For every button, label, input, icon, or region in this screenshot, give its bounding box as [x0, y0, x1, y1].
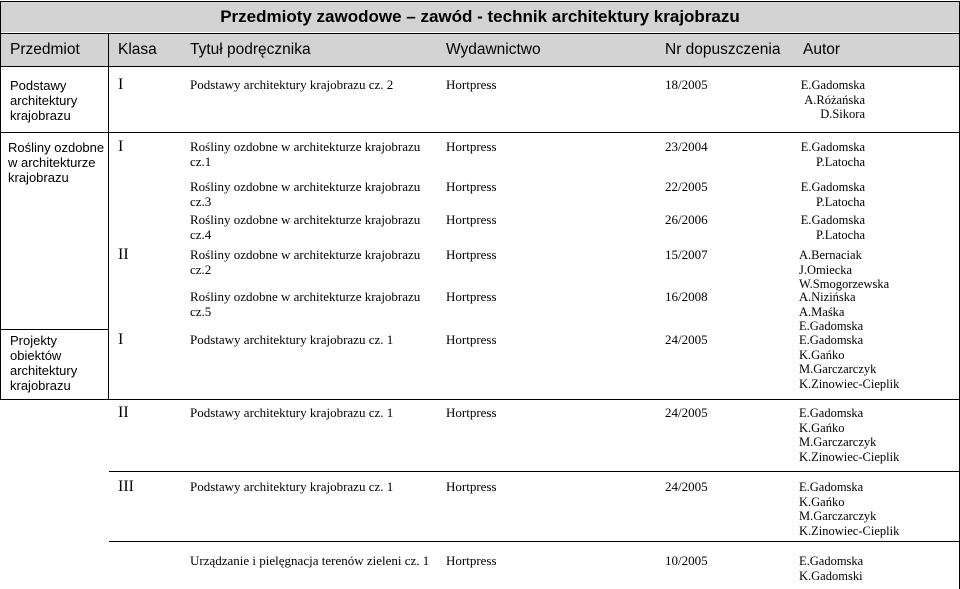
- rule: [0, 33, 960, 34]
- autor-cell: [799, 140, 865, 169]
- header-tytul: Tytuł podręcznika: [190, 41, 311, 58]
- rule: [0, 399, 960, 400]
- subject-line: architektury: [10, 363, 78, 378]
- subject-line: Rośliny ozdobne: [8, 140, 105, 155]
- rule: [109, 471, 960, 472]
- autor-line: K.Zinowiec-Cieplik: [799, 449, 900, 464]
- autor-line: K.Gańko: [799, 420, 845, 435]
- tytul-cell: Urządzanie i pielęgnacja terenów zieleni cz. 1: [190, 553, 430, 568]
- autor-line: A.Bernaciak: [799, 248, 862, 262]
- klasa-cell: III: [118, 478, 134, 495]
- wydawnictwo-cell: Hortpress: [446, 77, 497, 92]
- autor-line: E.Gadomska: [799, 480, 864, 494]
- tytul-cell: Podstawy architektury krajobrazu cz. 1: [190, 479, 394, 494]
- autor-line: D.Sikora: [820, 107, 865, 121]
- autor-line: E.Gadomska: [800, 78, 865, 92]
- subject-line: krajobrazu: [8, 170, 69, 185]
- wydawnictwo-cell: Hortpress: [446, 139, 497, 154]
- tytul-cell: [190, 140, 420, 169]
- klasa-cell: I: [118, 331, 124, 348]
- autor-line: A.Różańska: [804, 92, 865, 107]
- subject-line: w architekturze: [8, 155, 96, 170]
- autor-line: E.Gadomska: [800, 213, 865, 227]
- tytul-line: Rośliny ozdobne w architekturze krajobrazu: [190, 289, 421, 304]
- autor-line: E.Gadomska: [799, 319, 864, 333]
- tytul-line: cz.2: [190, 261, 212, 277]
- autor-line: K.Zinowiec-Cieplik: [799, 376, 900, 391]
- autor-line: E.Gadomska: [799, 333, 864, 347]
- tytul-line: Rośliny ozdobne w architekturze krajobrazu: [190, 139, 421, 154]
- subject-rosliny: [8, 140, 104, 185]
- autor-line: K.Gańko: [799, 494, 845, 509]
- tytul-line: cz.1: [190, 153, 212, 169]
- header-klasa: Klasa: [118, 41, 157, 58]
- subject-line: obiektów: [10, 348, 62, 363]
- tytul-cell: [190, 248, 420, 277]
- wydawnictwo-cell: Hortpress: [446, 479, 497, 494]
- rule: [0, 1, 960, 2]
- nr-cell: 10/2005: [665, 553, 708, 568]
- klasa-cell: I: [118, 76, 124, 93]
- autor-line: A.Maśka: [799, 304, 845, 319]
- autor-line: E.Gadomska: [800, 180, 865, 194]
- nr-cell: 24/2005: [665, 332, 708, 347]
- klasa-cell: II: [118, 246, 129, 263]
- page-title: Przedmioty zawodowe – zawód - technik architektury krajobrazu: [0, 2, 960, 32]
- header-wydawnictwo: Wydawnictwo: [446, 41, 541, 58]
- autor-cell: [799, 333, 899, 391]
- nr-cell: 24/2005: [665, 479, 708, 494]
- wydawnictwo-cell: Hortpress: [446, 289, 497, 304]
- tytul-cell: [190, 213, 420, 242]
- tytul-line: Rośliny ozdobne w architekturze krajobrazu: [190, 212, 421, 227]
- autor-cell: [799, 78, 865, 122]
- header-nr: Nr dopuszczenia: [665, 41, 781, 58]
- wydawnictwo-cell: Hortpress: [446, 553, 497, 568]
- tytul-cell: Podstawy architektury krajobrazu cz. 1: [190, 405, 394, 420]
- tytul-cell: Podstawy architektury krajobrazu cz. 1: [190, 332, 394, 347]
- autor-line: E.Gadomska: [799, 406, 864, 420]
- autor-cell: [799, 290, 863, 334]
- tytul-line: cz.4: [190, 226, 212, 242]
- autor-line: W.Smogorzewska: [799, 277, 890, 291]
- nr-cell: 16/2008: [665, 289, 708, 304]
- rule: [0, 66, 960, 67]
- subject-line: krajobrazu: [10, 108, 71, 123]
- header-przedmiot: Przedmiot: [10, 41, 80, 58]
- wydawnictwo-cell: Hortpress: [446, 212, 497, 227]
- subject-line: Podstawy: [10, 78, 67, 93]
- wydawnictwo-cell: Hortpress: [446, 405, 497, 420]
- nr-cell: 18/2005: [665, 77, 708, 92]
- autor-line: K.Gadomski: [799, 568, 863, 583]
- tytul-line: Rośliny ozdobne w architekturze krajobrazu: [190, 179, 421, 194]
- autor-line: A.Nizińska: [799, 290, 856, 304]
- tytul-cell: [190, 180, 420, 209]
- autor-cell: [799, 248, 889, 292]
- subject-line: krajobrazu: [10, 378, 71, 393]
- autor-line: P.Latocha: [816, 227, 865, 242]
- subject-projekty: [10, 333, 77, 393]
- rule: [109, 541, 960, 542]
- autor-cell: [799, 213, 865, 242]
- nr-cell: 26/2006: [665, 212, 708, 227]
- rule: [0, 132, 960, 133]
- wydawnictwo-cell: Hortpress: [446, 179, 497, 194]
- autor-cell: [799, 480, 899, 538]
- autor-line: E.Gadomska: [799, 554, 864, 568]
- autor-cell: [799, 406, 899, 464]
- autor-line: M.Garczarczyk: [799, 362, 877, 376]
- nr-cell: 23/2004: [665, 139, 708, 154]
- wydawnictwo-cell: Hortpress: [446, 332, 497, 347]
- rule: [108, 33, 109, 400]
- header-autor: Autor: [803, 41, 841, 58]
- autor-cell: [799, 554, 863, 583]
- subject-line: architektury: [10, 93, 78, 108]
- klasa-cell: I: [118, 138, 124, 155]
- subject-line: Projekty: [10, 333, 57, 348]
- rule: [0, 1, 1, 400]
- autor-cell: [799, 180, 865, 209]
- klasa-cell: II: [118, 404, 129, 421]
- tytul-line: Rośliny ozdobne w architekturze krajobrazu: [190, 247, 421, 262]
- tytul-line: cz.3: [190, 193, 212, 209]
- autor-line: P.Latocha: [816, 194, 865, 209]
- subject-podstawy: [10, 78, 77, 123]
- rule: [0, 329, 108, 330]
- autor-line: M.Garczarczyk: [799, 435, 877, 449]
- nr-cell: 15/2007: [665, 247, 708, 262]
- autor-line: P.Latocha: [816, 154, 865, 169]
- nr-cell: 24/2005: [665, 405, 708, 420]
- autor-line: J.Omiecka: [799, 262, 853, 277]
- autor-line: K.Gańko: [799, 347, 845, 362]
- wydawnictwo-cell: Hortpress: [446, 247, 497, 262]
- autor-line: K.Zinowiec-Cieplik: [799, 523, 900, 538]
- tytul-cell: [190, 290, 420, 319]
- tytul-line: cz.5: [190, 303, 212, 319]
- tytul-cell: Podstawy architektury krajobrazu cz. 2: [190, 77, 394, 92]
- nr-cell: 22/2005: [665, 179, 708, 194]
- autor-line: E.Gadomska: [800, 140, 865, 154]
- autor-line: M.Garczarczyk: [799, 509, 877, 523]
